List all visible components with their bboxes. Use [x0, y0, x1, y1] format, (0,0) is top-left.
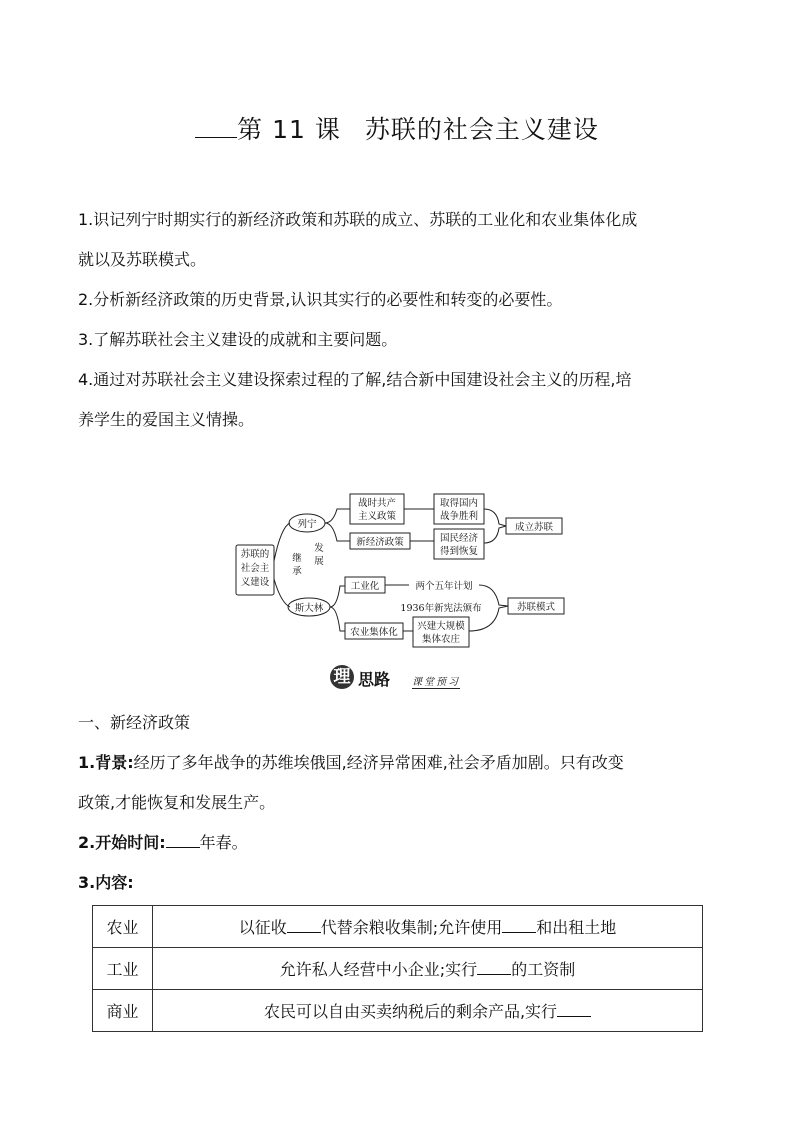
- start-line: [78, 823, 718, 863]
- connector: [325, 523, 350, 541]
- connector: [484, 509, 506, 526]
- root-line: 义建设: [240, 577, 270, 588]
- background-label: 1.背景:: [78, 753, 134, 772]
- connector: [479, 585, 508, 606]
- title-blank: [195, 117, 237, 138]
- root-line: 苏联的: [240, 549, 270, 560]
- row-value: [153, 990, 703, 1032]
- row-key: 工业: [93, 948, 153, 990]
- collective-label: 农业集体化: [350, 627, 398, 638]
- value-text: 农民可以自由买卖纳税后的剩余产品,实行: [263, 1002, 558, 1021]
- row-key: 农业: [93, 906, 153, 948]
- value-text: 代替余粮收集制;允许使用: [320, 918, 503, 937]
- mind-map-diagram: [233, 491, 579, 651]
- connector: [330, 586, 345, 607]
- row-value: [153, 906, 703, 948]
- lesson-name: 苏联的社会主义建设: [364, 115, 599, 144]
- objective-line: 就以及苏联模式。: [78, 250, 207, 269]
- banner-tag: 课堂预习: [412, 673, 460, 689]
- table-row: [93, 906, 703, 948]
- war-policy-line: 主义政策: [357, 511, 397, 522]
- background-line: [78, 743, 718, 783]
- start-suffix: 年春。: [199, 833, 248, 852]
- fill-blank[interactable]: [477, 960, 511, 975]
- nep-label: 新经济政策: [356, 537, 404, 548]
- fill-blank[interactable]: [557, 1002, 591, 1017]
- connector: [274, 579, 290, 607]
- row-value: [153, 948, 703, 990]
- objective-line: 养学生的爱国主义情操。: [78, 410, 255, 429]
- value-text: 以征收: [238, 918, 287, 937]
- connector: [274, 523, 290, 561]
- page-title: [0, 110, 794, 146]
- start-label: 2.开始时间:: [78, 833, 166, 852]
- develop-char: 发: [314, 543, 324, 554]
- recovery-line: 得到恢复: [439, 546, 479, 557]
- objective-line: 1.识记列宁时期实行的新经济政策和苏联的成立、苏联的工业化和农业集体化成: [78, 210, 638, 229]
- plans-label: 两个五年计划: [415, 581, 473, 592]
- content-label: 3.内容:: [78, 873, 134, 892]
- background-text: 经历了多年战争的苏维埃俄国,经济异常困难,社会矛盾加剧。只有改变: [133, 753, 624, 772]
- learning-objectives: [78, 200, 718, 440]
- banner-title: 思路: [358, 670, 391, 689]
- industrial-label: 工业化: [350, 581, 380, 592]
- section-heading: 一、新经济政策: [78, 713, 191, 732]
- civil-war-line: 取得国内: [439, 498, 479, 509]
- stalin-label: 斯大林: [294, 603, 324, 614]
- connector: [484, 526, 506, 543]
- inherit-char: 承: [292, 566, 302, 577]
- fill-blank[interactable]: [166, 833, 200, 848]
- connector: [330, 607, 345, 631]
- model-label: 苏联模式: [516, 602, 556, 613]
- constitution-label: 1936年新宪法颁布: [400, 603, 482, 614]
- connector: [325, 509, 350, 523]
- recovery-line: 国民经济: [439, 533, 479, 544]
- fill-blank[interactable]: [502, 918, 536, 933]
- civil-war-line: 战争胜利: [439, 511, 479, 522]
- objective-line: 3.了解苏联社会主义建设的成就和主要问题。: [78, 330, 398, 349]
- row-key: 商业: [93, 990, 153, 1032]
- section-banner: [330, 665, 470, 693]
- develop-char: 展: [314, 556, 324, 567]
- content-table: [92, 905, 703, 1032]
- objective-line: 4.通过对苏联社会主义建设探索过程的了解,结合新中国建设社会主义的历程,培: [78, 370, 632, 389]
- farms-line: 集体农庄: [421, 634, 461, 645]
- value-text: 的工资制: [511, 960, 576, 979]
- value-text: 和出租土地: [536, 918, 617, 937]
- new-economic-policy-section: [78, 703, 718, 903]
- fill-blank[interactable]: [287, 918, 321, 933]
- war-policy-line: 战时共产: [357, 498, 397, 509]
- mind-map: [233, 491, 579, 651]
- lenin-label: 列宁: [297, 519, 317, 530]
- inherit-char: 继: [292, 553, 302, 564]
- farms-line: 兴建大规模: [417, 621, 465, 632]
- banner-circle: 理: [330, 665, 354, 689]
- table-row: [93, 990, 703, 1032]
- value-text: 允许私人经营中小企业;实行: [279, 960, 478, 979]
- lesson-number: 第 11 课: [237, 115, 341, 144]
- table-row: [93, 948, 703, 990]
- objective-line: 2.分析新经济政策的历史背景,认识其实行的必要性和转变的必要性。: [78, 290, 563, 309]
- root-line: 社会主: [240, 563, 270, 574]
- vertical-labels: [292, 542, 324, 577]
- background-text-cont: 政策,才能恢复和发展生产。: [78, 793, 276, 812]
- ussr-label: 成立苏联: [514, 522, 554, 533]
